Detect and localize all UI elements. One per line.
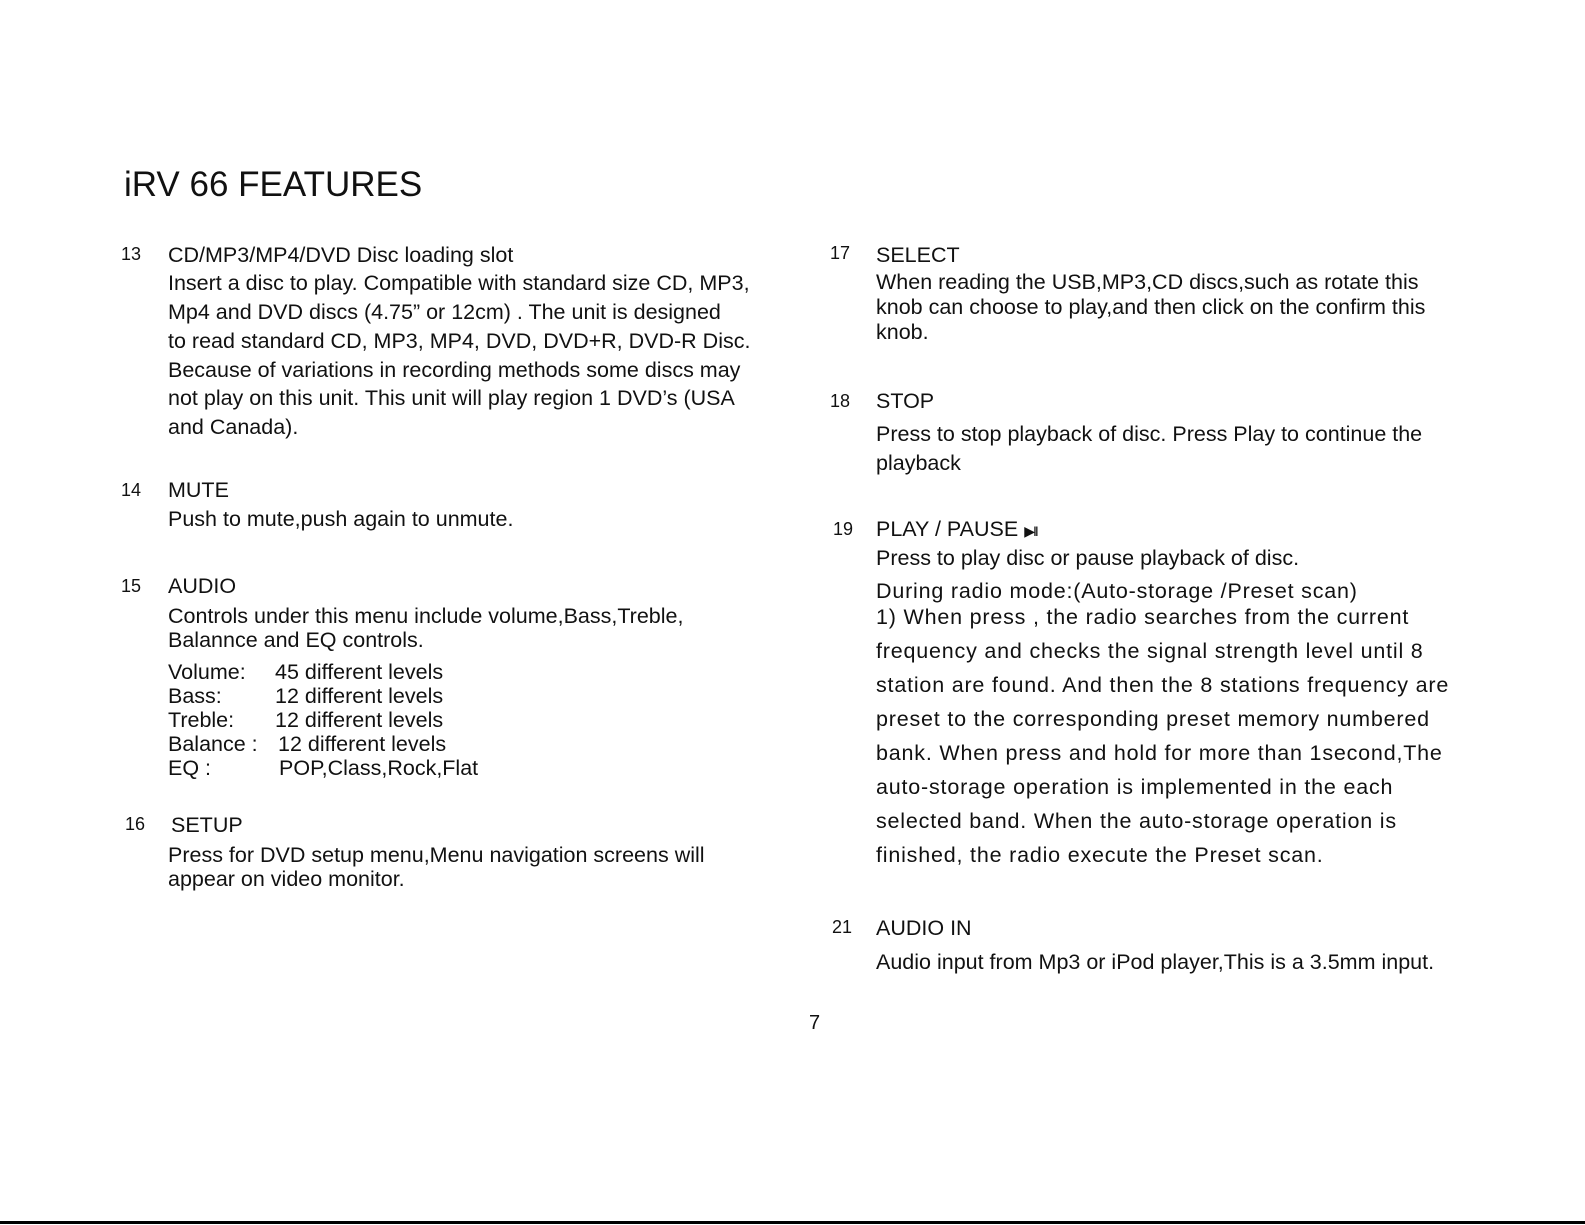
item-text: When reading the USB,MP3,CD discs,such as rotate this [876,270,1419,294]
item-text: During radio mode:(Auto-storage /Preset scan) [876,579,1358,603]
play-pause-icon: ▶II [1024,523,1037,539]
item-heading: AUDIO [168,574,237,598]
item-heading: MUTE [168,478,229,502]
item-heading: CD/MP3/MP4/DVD Disc loading slot [168,243,514,267]
setting-label: Bass: [168,684,222,708]
setting-label: Balance : [168,732,258,756]
item-text: Insert a disc to play. Compatible with standard size CD, MP3, [168,271,750,295]
item-text: Balannce and EQ controls. [168,628,424,652]
item-text: bank. When press and hold for more than 1second,The [876,741,1443,765]
item-text: frequency and checks the signal strength level until 8 [876,639,1424,663]
item-text: Press to play disc or pause playback of disc. [876,546,1300,570]
page-title: iRV 66 FEATURES [124,165,423,204]
item-number: 14 [121,480,142,500]
item-heading: SETUP [171,813,243,837]
setting-value: POP,Class,Rock,Flat [279,756,479,780]
setting-value: 12 different levels [275,708,444,732]
item-text: appear on video monitor. [168,867,405,891]
setting-value: 12 different levels [278,732,447,756]
item-heading: STOP [876,389,935,413]
item-heading: AUDIO IN [876,916,972,940]
item-text: Press to stop playback of disc. Press Play to continue the [876,422,1423,446]
item-number: 18 [830,391,851,411]
setting-value: 45 different levels [275,660,444,684]
item-heading [876,517,1037,543]
setting-label: Treble: [168,708,235,732]
item-text: to read standard CD, MP3, MP4, DVD, DVD+R, DVD-R Disc. [168,329,751,353]
item-text: Audio input from Mp3 or iPod player,This is a 3.5mm input. [876,950,1435,974]
item-number: 16 [125,814,146,834]
item-text: Controls under this menu include volume,Bass,Treble, [168,604,684,628]
item-text: auto-storage operation is implemented in the each [876,775,1394,799]
setting-value: 12 different levels [275,684,444,708]
item-text: preset to the corresponding preset memory numbered [876,707,1430,731]
item-number: 19 [833,519,854,539]
item-heading-text: PLAY / PAUSE [876,517,1019,541]
item-text: knob can choose to play,and then click on the confirm this [876,295,1426,319]
item-text: knob. [876,320,929,344]
item-text: Press for DVD setup menu,Menu navigation screens will [168,843,705,867]
item-text: playback [876,451,961,475]
item-text: not play on this unit. This unit will play region 1 DVD’s (USA [168,386,735,410]
setting-label: Volume: [168,660,246,684]
item-text: Mp4 and DVD discs (4.75” or 12cm) . The unit is designed [168,300,721,324]
item-text: station are found. And then the 8 stations frequency are [876,673,1450,697]
item-text: 1) When press , the radio searches from the current [876,605,1410,629]
item-number: 13 [121,244,142,264]
page-number: 7 [809,1012,821,1034]
item-text: and Canada). [168,415,299,439]
setting-label: EQ : [168,756,212,780]
item-text: Push to mute,push again to unmute. [168,507,514,531]
bottom-rule [0,1221,1585,1224]
item-number: 15 [121,576,142,596]
item-heading: SELECT [876,243,960,267]
item-text: Because of variations in recording methods some discs may [168,358,741,382]
item-text: selected band. When the auto-storage operation is [876,809,1397,833]
item-number: 21 [832,917,853,937]
item-text: finished, the radio execute the Preset scan. [876,843,1324,867]
item-number: 17 [830,243,851,263]
